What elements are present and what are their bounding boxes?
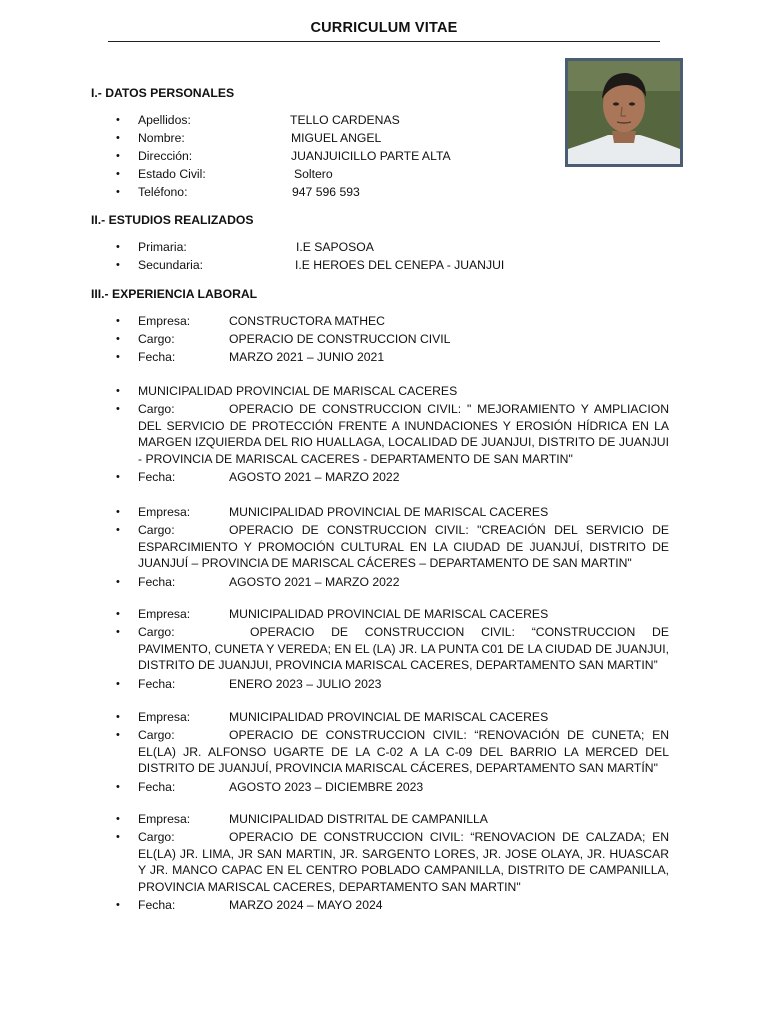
list-item	[116, 469, 669, 487]
field-value: JUANJUICILLO PARTE ALTA	[291, 149, 451, 163]
list-item	[116, 130, 669, 148]
bullet: •	[116, 524, 120, 536]
company-name: MUNICIPALIDAD DISTRITAL DE CAMPANILLA	[229, 812, 488, 826]
bullet: •	[116, 506, 120, 518]
list-item	[116, 779, 669, 797]
bullet: •	[116, 471, 120, 483]
field-label: Fecha:	[138, 574, 176, 589]
field-label: Empresa:	[138, 710, 191, 724]
bullet: •	[116, 403, 120, 415]
bullet: •	[116, 333, 120, 345]
list-item	[116, 148, 669, 166]
list-item	[116, 829, 669, 895]
company-name: MUNICIPALIDAD PROVINCIAL DE MARISCAL CACERES	[229, 710, 549, 724]
list-item	[116, 383, 669, 401]
job-entry	[116, 811, 669, 915]
list-item	[116, 522, 669, 572]
list-item	[116, 897, 669, 915]
job-role: OPERACIO DE CONSTRUCCION CIVIL: " MEJORAMIENTO Y AMPLIACION DEL SERVICIO DE PROTECCIÓN FRENTE A INUNDACIONES Y EROSIÓN HÍDRICA EN LA MARGEN IZQUIERDA DEL RIO HUALLAGA, LOCALIDAD DE JUANJUI, DISTRITO DE JUANJUI - PROVINCIA DE MARISCAL CACERES - DEPARTAMENTO DE SAN MARTIN"	[138, 402, 669, 466]
field-label: Fecha:	[138, 898, 176, 912]
field-value: Soltero	[294, 167, 333, 181]
field-label: Cargo:	[138, 332, 175, 346]
bullet: •	[116, 114, 120, 126]
company-name: MUNICIPALIDAD PROVINCIAL DE MARISCAL CACERES	[138, 384, 458, 398]
field-label: Primaria:	[138, 240, 187, 254]
bullet: •	[116, 831, 120, 843]
title-underline	[108, 41, 660, 42]
job-dates: AGOSTO 2021 – MARZO 2022	[229, 470, 400, 484]
job-role: OPERACIO DE CONSTRUCCION CIVIL: “CONSTRUCCION DE PAVIMENTO, CUNETA Y VEREDA; EN EL (LA) JR. LA PUNTA C01 DE LA CIUDAD DE JUANJUI, DISTRITO DE JUANJUI, PROVINCIA MARISCAL CACERES, DEPARTAMENTO SAN MARTIN”	[138, 625, 669, 672]
job-entry	[116, 313, 669, 367]
bullet: •	[116, 241, 120, 253]
field-label: Cargo:	[138, 523, 175, 537]
company-name: CONSTRUCTORA MATHEC	[229, 314, 385, 328]
list-item	[116, 112, 669, 130]
bullet: •	[116, 677, 120, 690]
list-item	[116, 624, 669, 674]
bullet: •	[116, 351, 120, 363]
list-item	[116, 504, 669, 522]
job-dates: MARZO 2021 – JUNIO 2021	[229, 350, 385, 364]
field-label: Empresa:	[138, 607, 191, 621]
bullet: •	[116, 259, 120, 271]
field-label: Fecha:	[138, 779, 176, 794]
field-label: Cargo:	[138, 402, 175, 416]
personal-data-list	[116, 112, 669, 202]
section-heading-experience: III.- EXPERIENCIA LABORAL	[91, 287, 258, 301]
company-name: MUNICIPALIDAD PROVINCIAL DE MARISCAL CACERES	[229, 607, 549, 621]
field-label: Empresa:	[138, 505, 191, 519]
field-label: Secundaria:	[138, 258, 204, 272]
document-title: CURRICULUM VITAE	[310, 20, 458, 36]
list-item	[116, 709, 669, 727]
bullet: •	[116, 780, 120, 793]
job-dates: AGOSTO 2021 – MARZO 2022	[229, 574, 400, 589]
job-dates: ENERO 2023 – JULIO 2023	[229, 676, 382, 691]
field-label: Nombre:	[138, 131, 185, 145]
bullet: •	[116, 711, 120, 723]
field-label: Empresa:	[138, 812, 191, 826]
field-value: I.E SAPOSOA	[296, 240, 374, 254]
section-heading-personal: I.- DATOS PERSONALES	[91, 86, 235, 100]
list-item	[116, 166, 669, 184]
bullet: •	[116, 186, 120, 198]
list-item	[116, 184, 669, 202]
bullet: •	[116, 168, 120, 180]
company-name: MUNICIPALIDAD PROVINCIAL DE MARISCAL CACERES	[229, 505, 549, 519]
bullet: •	[116, 626, 120, 638]
job-entry	[116, 504, 669, 592]
field-label: Dirección:	[138, 149, 193, 163]
bullet: •	[116, 385, 120, 397]
bullet: •	[116, 608, 120, 620]
job-entry	[116, 606, 669, 694]
job-entry	[116, 709, 669, 797]
field-label: Estado Civil:	[138, 167, 206, 181]
bullet: •	[116, 575, 120, 588]
job-role: OPERACIO DE CONSTRUCCION CIVIL: "CREACIÓN DEL SERVICIO DE ESPARCIMIENTO Y PROMOCIÓN CULTURAL EN LA CIUDAD DE JUANJUÍ, DISTRITO DE JUANJUÍ – PROVINCIA DE MARISCAL CÁCERES – DEPARTAMENTO DE SAN MARTIN"	[138, 523, 669, 570]
field-label: Teléfono:	[138, 185, 188, 199]
field-label: Cargo:	[138, 830, 175, 844]
field-label: Empresa:	[138, 314, 191, 328]
list-item	[116, 349, 669, 367]
job-role: OPERACIO DE CONSTRUCCION CIVIL	[229, 332, 451, 346]
list-item	[116, 313, 669, 331]
list-item	[116, 727, 669, 777]
job-role: OPERACIO DE CONSTRUCCION CIVIL: “RENOVACION DE CALZADA; EN EL(LA) JR. LIMA, JR SAN MARTIN, JR. SARGENTO LORES, JR. JOSE OLAYA, JR. HUASCAR Y JR. MANCO CAPAC EN EL CENTRO POBLADO CAMPANILLA, DISTRITO DE CAMPANILLA, PROVINCIA MARISCAL CACERES, DEPARTAMENTO SAN MARTIN"	[138, 830, 669, 894]
bullet: •	[116, 315, 120, 327]
field-label: Cargo:	[138, 625, 175, 639]
bullet: •	[116, 813, 120, 825]
studies-list	[116, 239, 669, 275]
job-dates: MARZO 2024 – MAYO 2024	[229, 898, 383, 912]
field-value: MIGUEL ANGEL	[291, 131, 382, 145]
job-dates: AGOSTO 2023 – DICIEMBRE 2023	[229, 779, 424, 794]
list-item	[116, 574, 669, 592]
field-label: Apellidos:	[138, 113, 191, 127]
list-item	[116, 331, 669, 349]
bullet: •	[116, 729, 120, 741]
bullet: •	[116, 899, 120, 911]
field-label: Fecha:	[138, 350, 176, 364]
field-label: Cargo:	[138, 728, 175, 742]
job-entry	[116, 383, 669, 487]
section-heading-studies: II.- ESTUDIOS REALIZADOS	[91, 213, 254, 227]
bullet: •	[116, 150, 120, 162]
field-value: I.E HEROES DEL CENEPA - JUANJUI	[295, 258, 505, 272]
list-item	[116, 257, 669, 275]
job-role: OPERACIO DE CONSTRUCCION CIVIL: “RENOVACIÓN DE CUNETA; EN EL(LA) JR. ALFONSO UGARTE DE LA C-02 A LA C-09 DEL BARRIO LA MERCED DEL DISTRITO DE JUANJUÍ, PROVINCIA MARISCAL CÁCERES, DEPARTAMENTO SAN MARTÍN"	[138, 728, 669, 775]
field-label: Fecha:	[138, 676, 176, 691]
list-item	[116, 811, 669, 829]
field-value: 947 596 593	[292, 185, 360, 199]
field-value: TELLO CARDENAS	[290, 113, 400, 127]
list-item	[116, 401, 669, 467]
bullet: •	[116, 132, 120, 144]
list-item	[116, 606, 669, 624]
field-label: Fecha:	[138, 470, 176, 484]
list-item	[116, 239, 669, 257]
list-item	[116, 676, 669, 694]
